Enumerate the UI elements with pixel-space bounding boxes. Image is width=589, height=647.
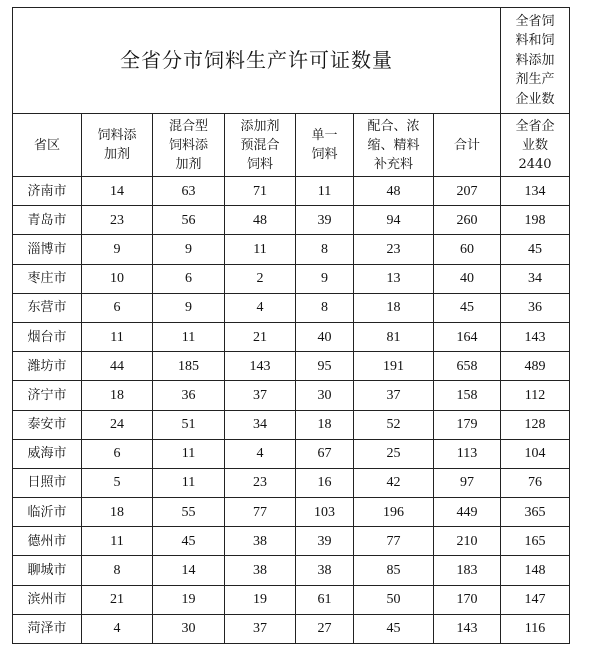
value-cell: 25 — [354, 439, 434, 468]
value-cell: 23 — [354, 235, 434, 264]
value-cell: 103 — [296, 498, 354, 527]
table-row — [13, 585, 570, 614]
value-cell: 143 — [501, 322, 570, 351]
column-header-line: 加剂 — [175, 156, 202, 172]
value-cell: 85 — [354, 556, 434, 585]
value-cell: 11 — [82, 322, 153, 351]
city-cell: 东营市 — [13, 293, 82, 322]
column-header-line: 饲料添 — [97, 128, 137, 143]
value-cell: 97 — [434, 468, 501, 497]
value-cell: 27 — [296, 614, 354, 643]
column-header-line: 饲料添 — [168, 137, 208, 153]
value-cell: 16 — [296, 468, 354, 497]
column-header-line: 业数 — [521, 137, 548, 153]
value-cell: 4 — [82, 614, 153, 643]
table-row — [13, 556, 570, 585]
value-cell: 143 — [434, 614, 501, 643]
column-header — [153, 114, 225, 177]
value-cell: 198 — [501, 206, 570, 235]
table-row — [13, 468, 570, 497]
value-cell: 8 — [296, 235, 354, 264]
column-header-line: 添加剂 — [240, 118, 280, 134]
table-row — [13, 381, 570, 410]
table-row — [13, 410, 570, 439]
value-cell: 4 — [225, 293, 296, 322]
value-cell: 94 — [354, 206, 434, 235]
value-cell: 11 — [153, 439, 225, 468]
column-header-line: 2440 — [518, 156, 552, 172]
value-cell: 104 — [501, 439, 570, 468]
value-cell: 18 — [82, 498, 153, 527]
value-cell: 42 — [354, 468, 434, 497]
value-cell: 5 — [82, 468, 153, 497]
column-header-line: 饲料 — [246, 156, 273, 172]
value-cell: 170 — [434, 585, 501, 614]
value-cell: 11 — [82, 527, 153, 556]
city-cell: 枣庄市 — [13, 264, 82, 293]
value-cell: 9 — [153, 235, 225, 264]
column-header-line: 饲料 — [311, 147, 338, 162]
value-cell: 56 — [153, 206, 225, 235]
value-cell: 67 — [296, 439, 354, 468]
value-cell: 210 — [434, 527, 501, 556]
value-cell: 14 — [82, 177, 153, 206]
value-cell: 21 — [82, 585, 153, 614]
city-cell: 济宁市 — [13, 381, 82, 410]
value-cell: 6 — [153, 264, 225, 293]
value-cell: 179 — [434, 410, 501, 439]
table-row — [13, 439, 570, 468]
value-cell: 196 — [354, 498, 434, 527]
city-cell: 泰安市 — [13, 410, 82, 439]
value-cell: 11 — [225, 235, 296, 264]
value-cell: 449 — [434, 498, 501, 527]
value-cell: 45 — [434, 293, 501, 322]
value-cell: 365 — [501, 498, 570, 527]
city-cell: 威海市 — [13, 439, 82, 468]
value-cell: 71 — [225, 177, 296, 206]
value-cell: 39 — [296, 527, 354, 556]
value-cell: 55 — [153, 498, 225, 527]
value-cell: 6 — [82, 293, 153, 322]
city-cell: 淄博市 — [13, 235, 82, 264]
value-cell: 183 — [434, 556, 501, 585]
value-cell: 45 — [153, 527, 225, 556]
corner-header-line: 企业数 — [515, 91, 555, 107]
value-cell: 128 — [501, 410, 570, 439]
city-cell: 日照市 — [13, 468, 82, 497]
value-cell: 9 — [296, 264, 354, 293]
value-cell: 4 — [225, 439, 296, 468]
value-cell: 191 — [354, 352, 434, 381]
column-header-line: 合计 — [453, 137, 480, 153]
table-title: 全省分市饲料生产许可证数量 — [13, 8, 501, 114]
value-cell: 658 — [434, 352, 501, 381]
city-cell: 潍坊市 — [13, 352, 82, 381]
city-cell: 青岛市 — [13, 206, 82, 235]
value-cell: 23 — [82, 206, 153, 235]
column-header — [501, 114, 570, 177]
corner-header-line: 剂生产 — [515, 72, 555, 88]
value-cell: 44 — [82, 352, 153, 381]
value-cell: 164 — [434, 322, 501, 351]
value-cell: 24 — [82, 410, 153, 439]
value-cell: 9 — [153, 293, 225, 322]
value-cell: 61 — [296, 585, 354, 614]
value-cell: 51 — [153, 410, 225, 439]
column-header-line: 省区 — [33, 137, 60, 153]
corner-header-line: 料添加 — [515, 52, 555, 68]
value-cell: 38 — [296, 556, 354, 585]
table-row — [13, 352, 570, 381]
value-cell: 34 — [501, 264, 570, 293]
value-cell: 112 — [501, 381, 570, 410]
city-cell: 德州市 — [13, 527, 82, 556]
value-cell: 143 — [225, 352, 296, 381]
value-cell: 48 — [225, 206, 296, 235]
value-cell: 95 — [296, 352, 354, 381]
column-header — [296, 114, 354, 177]
corner-header-line: 料和饲 — [515, 33, 555, 49]
value-cell: 260 — [434, 206, 501, 235]
corner-header — [515, 12, 554, 110]
column-header-line: 加剂 — [103, 147, 130, 162]
city-cell: 菏泽市 — [13, 614, 82, 643]
feed-license-table — [12, 7, 570, 644]
value-cell: 9 — [82, 235, 153, 264]
column-header-line: 预混合 — [240, 137, 280, 153]
table-row — [13, 527, 570, 556]
table-row — [13, 498, 570, 527]
city-cell: 聊城市 — [13, 556, 82, 585]
value-cell: 185 — [153, 352, 225, 381]
value-cell: 36 — [153, 381, 225, 410]
value-cell: 23 — [225, 468, 296, 497]
value-cell: 18 — [82, 381, 153, 410]
value-cell: 21 — [225, 322, 296, 351]
value-cell: 148 — [501, 556, 570, 585]
table-row — [13, 235, 570, 264]
value-cell: 76 — [501, 468, 570, 497]
value-cell: 81 — [354, 322, 434, 351]
value-cell: 207 — [434, 177, 501, 206]
value-cell: 63 — [153, 177, 225, 206]
column-header — [82, 114, 153, 177]
value-cell: 6 — [82, 439, 153, 468]
table-container — [12, 7, 570, 644]
value-cell: 10 — [82, 264, 153, 293]
column-header-line: 补充料 — [373, 156, 413, 172]
value-cell: 19 — [153, 585, 225, 614]
title-row — [13, 8, 570, 114]
value-cell: 11 — [153, 468, 225, 497]
table-row — [13, 293, 570, 322]
column-header-row — [13, 114, 570, 177]
value-cell: 158 — [434, 381, 501, 410]
column-header-line: 混合型 — [168, 118, 208, 134]
column-header-line: 全省企 — [515, 118, 555, 134]
value-cell: 37 — [225, 614, 296, 643]
value-cell: 30 — [153, 614, 225, 643]
value-cell: 18 — [354, 293, 434, 322]
value-cell: 60 — [434, 235, 501, 264]
city-cell: 烟台市 — [13, 322, 82, 351]
value-cell: 147 — [501, 585, 570, 614]
city-cell: 济南市 — [13, 177, 82, 206]
value-cell: 30 — [296, 381, 354, 410]
value-cell: 37 — [225, 381, 296, 410]
corner-header-cell — [501, 8, 570, 114]
value-cell: 34 — [225, 410, 296, 439]
value-cell: 116 — [501, 614, 570, 643]
value-cell: 14 — [153, 556, 225, 585]
column-header — [225, 114, 296, 177]
column-header-line: 缩、精料 — [367, 137, 420, 153]
value-cell: 38 — [225, 527, 296, 556]
value-cell: 8 — [296, 293, 354, 322]
value-cell: 50 — [354, 585, 434, 614]
value-cell: 13 — [354, 264, 434, 293]
value-cell: 134 — [501, 177, 570, 206]
table-row — [13, 264, 570, 293]
table-row — [13, 614, 570, 643]
value-cell: 38 — [225, 556, 296, 585]
value-cell: 113 — [434, 439, 501, 468]
value-cell: 489 — [501, 352, 570, 381]
value-cell: 36 — [501, 293, 570, 322]
value-cell: 19 — [225, 585, 296, 614]
column-header — [354, 114, 434, 177]
value-cell: 11 — [296, 177, 354, 206]
value-cell: 11 — [153, 322, 225, 351]
table-row — [13, 322, 570, 351]
value-cell: 45 — [354, 614, 434, 643]
table-row — [13, 206, 570, 235]
value-cell: 77 — [354, 527, 434, 556]
value-cell: 52 — [354, 410, 434, 439]
column-header-line: 单一 — [311, 128, 338, 143]
corner-header-line: 全省饲 — [515, 13, 555, 29]
value-cell: 45 — [501, 235, 570, 264]
table-row — [13, 177, 570, 206]
city-cell: 临沂市 — [13, 498, 82, 527]
column-header — [434, 114, 501, 177]
value-cell: 2 — [225, 264, 296, 293]
value-cell: 37 — [354, 381, 434, 410]
value-cell: 77 — [225, 498, 296, 527]
value-cell: 40 — [434, 264, 501, 293]
value-cell: 48 — [354, 177, 434, 206]
column-header — [13, 114, 82, 177]
value-cell: 39 — [296, 206, 354, 235]
column-header-line: 配合、浓 — [367, 118, 420, 134]
value-cell: 18 — [296, 410, 354, 439]
value-cell: 8 — [82, 556, 153, 585]
value-cell: 40 — [296, 322, 354, 351]
city-cell: 滨州市 — [13, 585, 82, 614]
value-cell: 165 — [501, 527, 570, 556]
